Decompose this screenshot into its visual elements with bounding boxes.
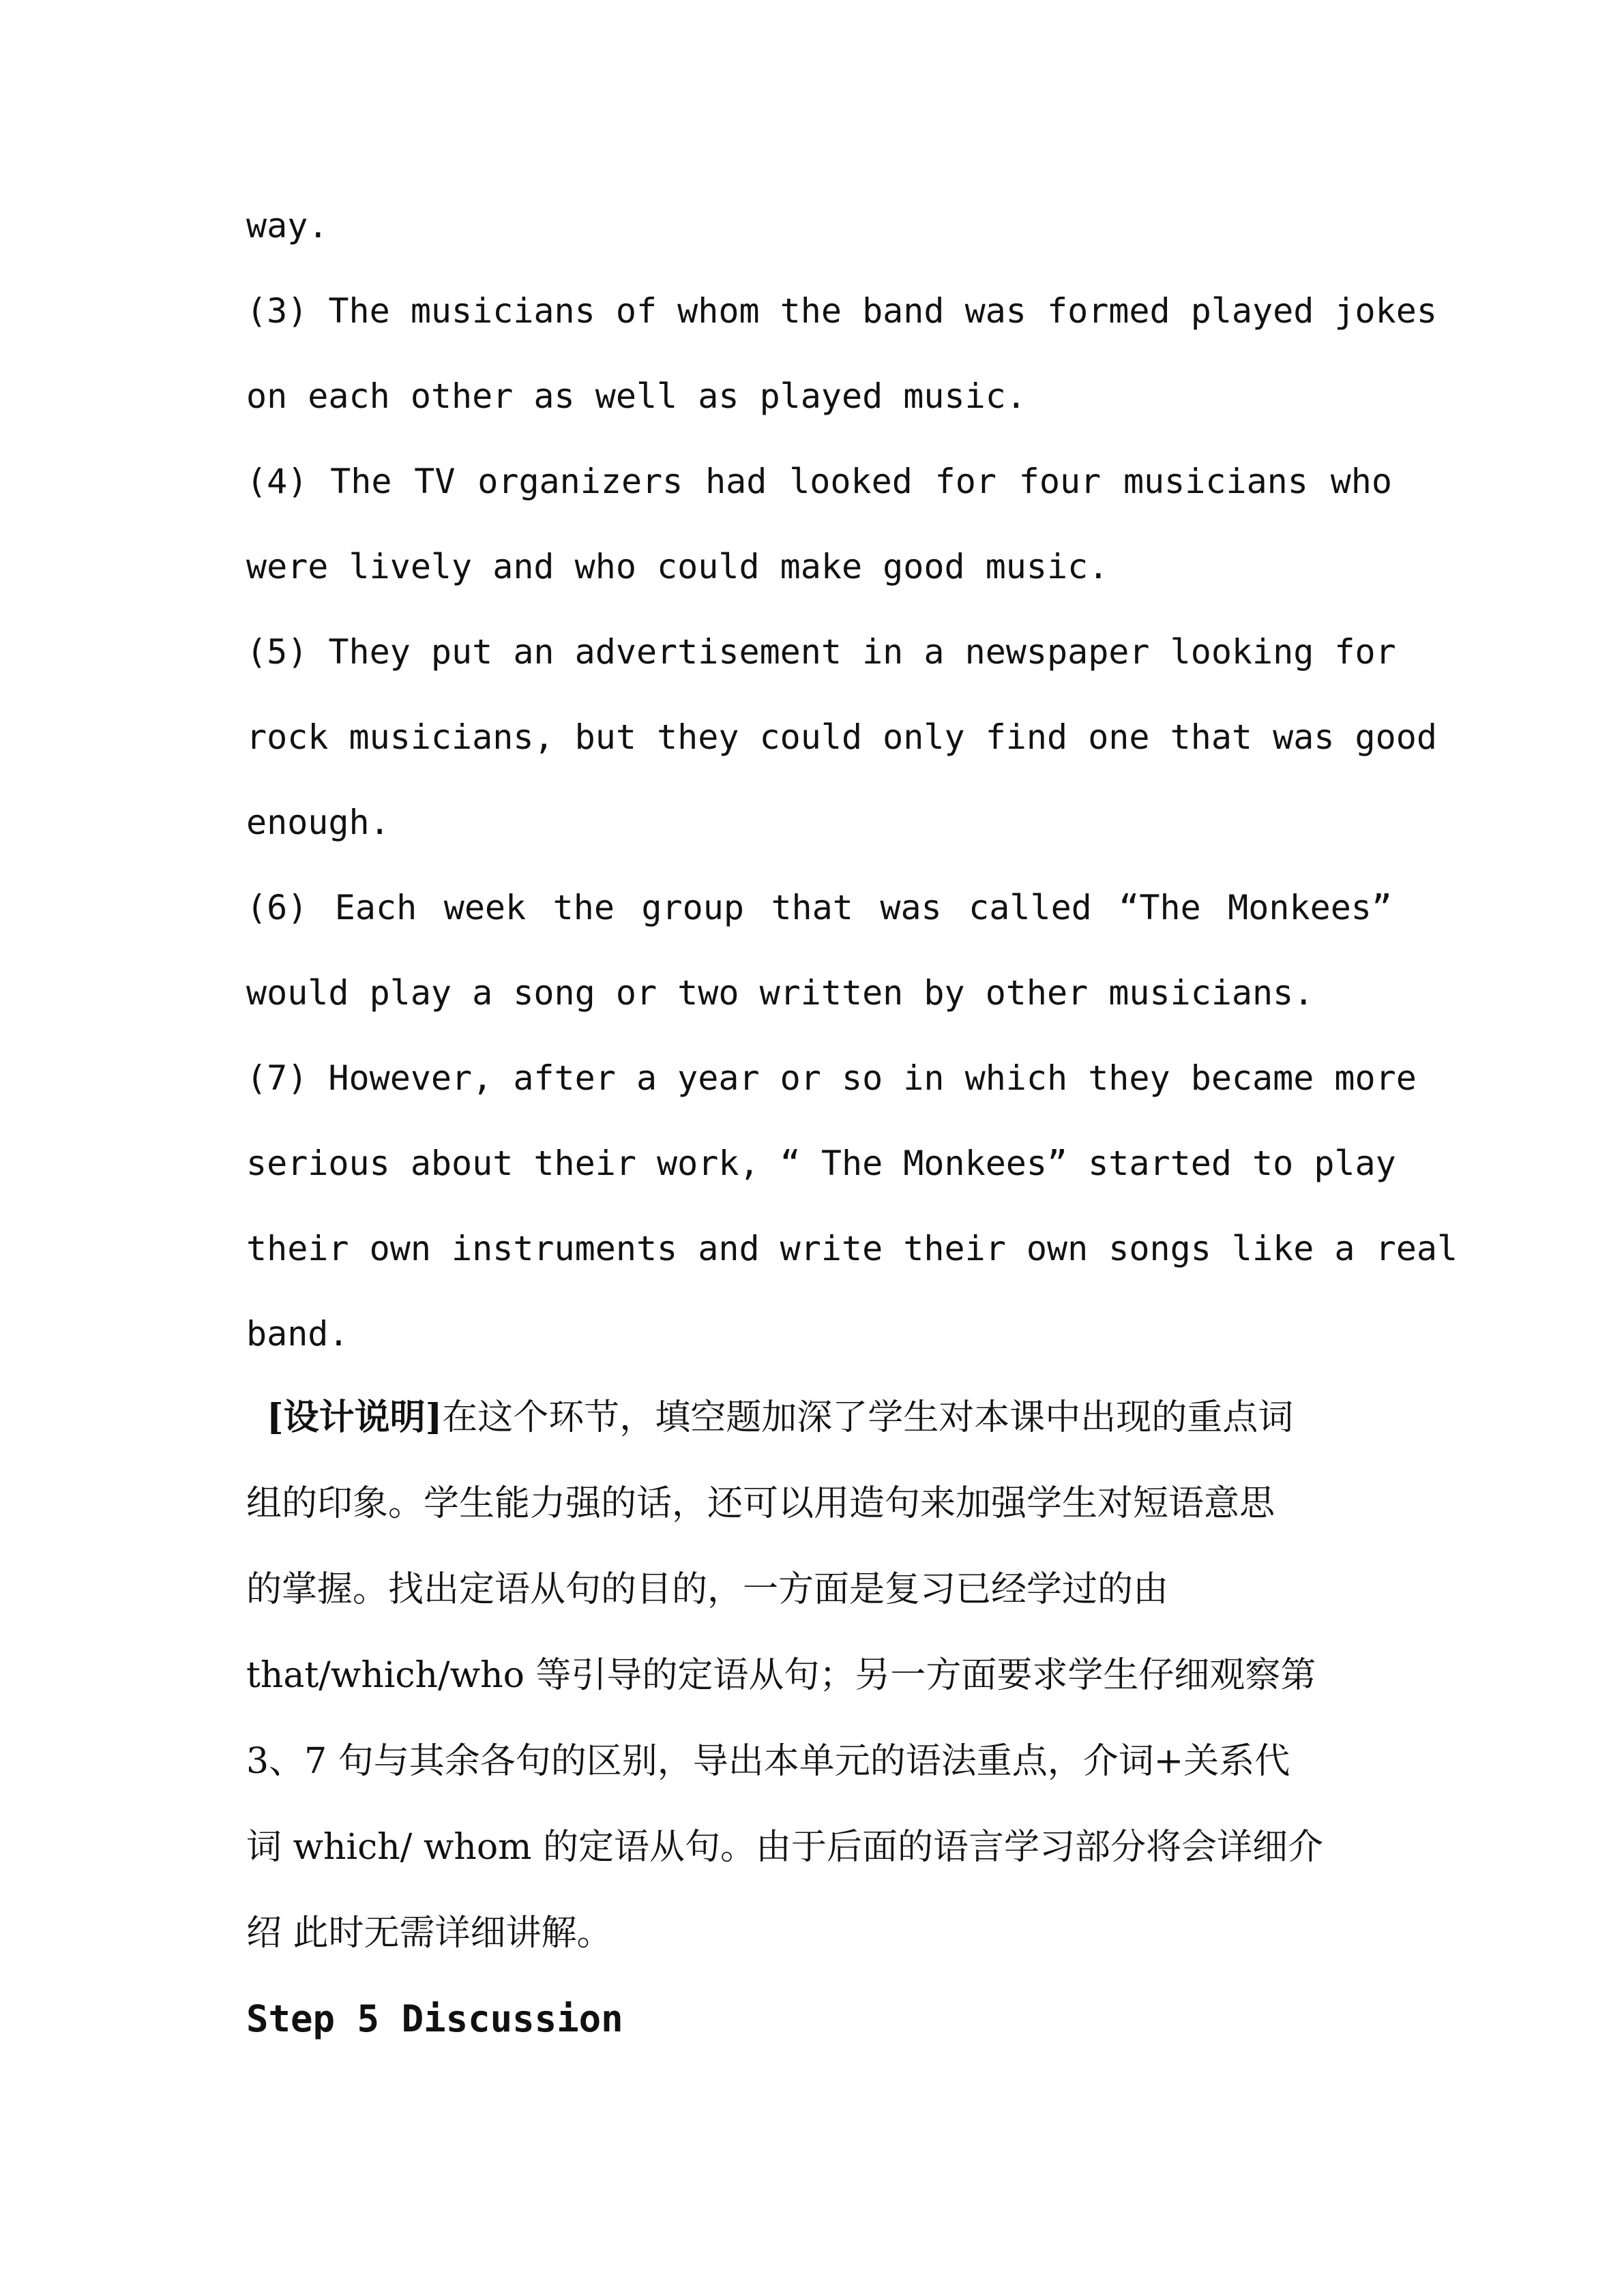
text-line: (3) The musicians of whom the band was formed played jokes (246, 291, 1437, 331)
design-note-line: that/which/who 等引导的定语从句；另一方面要求学生仔细观察第 (246, 1655, 1316, 1696)
design-note-tag: [设计说明] (267, 1397, 443, 1438)
text-line: (5) They put an advertisement in a newspaper looking for (246, 632, 1396, 672)
text-line: were lively and who could make good music. (246, 547, 1109, 586)
text-line: way. (246, 206, 329, 245)
section-heading: Step 5 Discussion (246, 1997, 623, 2040)
design-note-line: 的掌握。找出定语从句的目的，一方面是复习已经学过的由 (246, 1569, 1169, 1610)
text-line: would play a song or two written by other musicians. (246, 973, 1314, 1013)
text-line: rock musicians, but they could only find one that was good (246, 717, 1437, 757)
text-line: (4) The TV organizers had looked for four musicians who (246, 462, 1392, 501)
text-line: their own instruments and write their own songs like a real (246, 1229, 1458, 1268)
text-line: (6) Each week the group that was called “The Monkees” (246, 888, 1392, 927)
design-note-first-line (267, 1393, 1392, 1442)
design-note-line: 词 which/ whom 的定语从句。由于后面的语言学习部分将会详细介 (246, 1827, 1323, 1868)
design-note-line: 组的印象。学生能力强的话，还可以用造句来加强学生对短语意思 (246, 1483, 1275, 1524)
text-line: on each other as well as played music. (246, 376, 1027, 416)
text-line: (7) However, after a year or so in which they became more (246, 1058, 1417, 1098)
design-note-text: 在这个环节，填空题加深了学生对本课中出现的重点词 (442, 1397, 1294, 1438)
design-note-line: 3、7 句与其余各句的区别，导出本单元的语法重点，介词+关系代 (246, 1741, 1290, 1782)
text-line: serious about their work, “ The Monkees” started to play (246, 1144, 1396, 1183)
text-line: band. (246, 1314, 349, 1354)
text-line: enough. (246, 803, 390, 842)
design-note-line: 绍 此时无需详细讲解。 (246, 1913, 612, 1954)
